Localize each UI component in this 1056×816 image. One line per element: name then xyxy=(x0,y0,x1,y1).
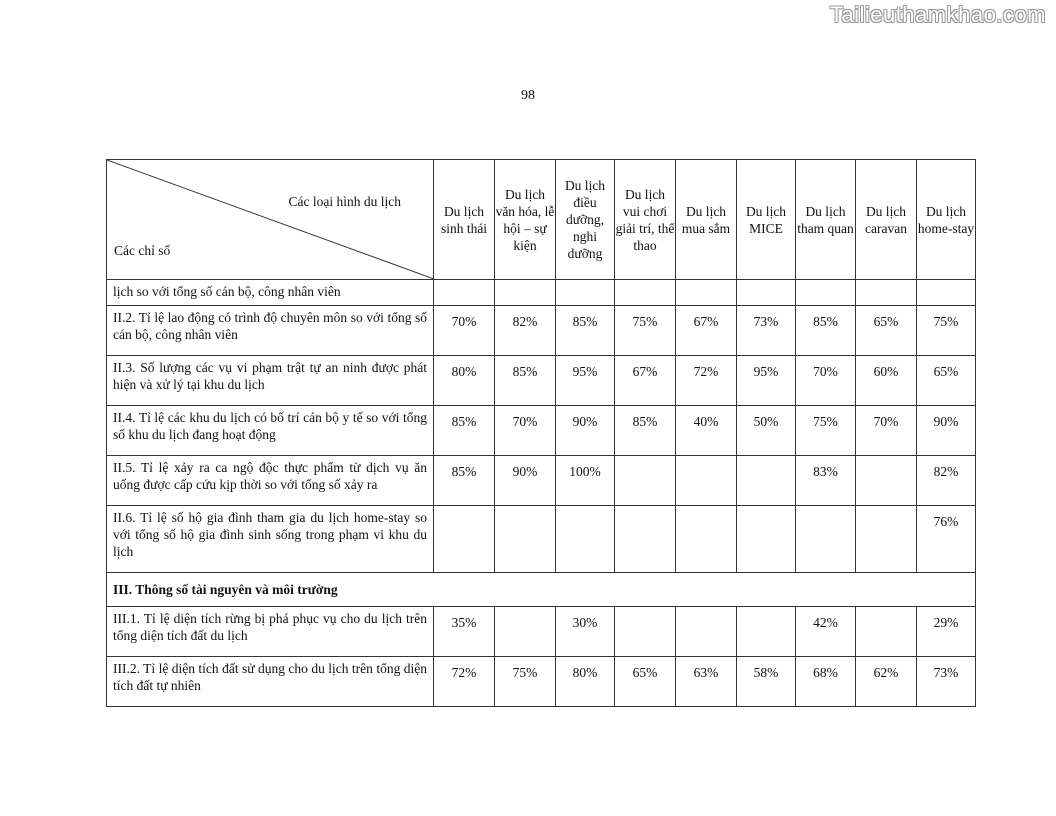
value-cell xyxy=(495,506,556,573)
indicator-label: II.2. Tỉ lệ lao động có trình độ chuyên môn so với tổng số cán bộ, công nhân viên xyxy=(107,306,434,356)
value-cell: 75% xyxy=(495,657,556,707)
value-cell: 90% xyxy=(917,406,976,456)
value-cell: 75% xyxy=(796,406,856,456)
value-cell: 76% xyxy=(917,506,976,573)
value-cell: 68% xyxy=(796,657,856,707)
value-cell: 50% xyxy=(737,406,796,456)
value-cell: 65% xyxy=(917,356,976,406)
value-cell: 30% xyxy=(556,607,615,657)
indicator-label: II.3. Số lượng các vụ vi phạm trật tự an ninh được phát hiện và xử lý tại khu du lịch xyxy=(107,356,434,406)
value-cell: 82% xyxy=(495,306,556,356)
value-cell xyxy=(615,506,676,573)
column-header: Du lịch home-stay xyxy=(917,160,976,280)
value-cell: 72% xyxy=(434,657,495,707)
value-cell: 85% xyxy=(615,406,676,456)
value-cell xyxy=(615,280,676,306)
column-header: Du lịch điều dưỡng, nghi dưỡng xyxy=(556,160,615,280)
value-cell xyxy=(615,456,676,506)
table-row xyxy=(107,607,976,657)
value-cell: 90% xyxy=(556,406,615,456)
value-cell xyxy=(495,280,556,306)
value-cell: 90% xyxy=(495,456,556,506)
column-header: Du lịch văn hóa, lễ hội – sự kiện xyxy=(495,160,556,280)
value-cell xyxy=(495,607,556,657)
header-row xyxy=(107,160,976,280)
value-cell xyxy=(737,456,796,506)
value-cell: 35% xyxy=(434,607,495,657)
value-cell: 73% xyxy=(737,306,796,356)
table-row xyxy=(107,280,976,306)
value-cell xyxy=(737,280,796,306)
section-row xyxy=(107,573,976,607)
value-cell: 75% xyxy=(917,306,976,356)
value-cell xyxy=(796,506,856,573)
value-cell: 72% xyxy=(676,356,737,406)
value-cell xyxy=(676,506,737,573)
value-cell xyxy=(856,607,917,657)
value-cell xyxy=(676,280,737,306)
value-cell: 63% xyxy=(676,657,737,707)
column-header: Du lịch sinh thái xyxy=(434,160,495,280)
column-header: Du lịch vui chơi giải trí, thể thao xyxy=(615,160,676,280)
value-cell: 82% xyxy=(917,456,976,506)
value-cell: 70% xyxy=(434,306,495,356)
value-cell: 95% xyxy=(737,356,796,406)
value-cell: 70% xyxy=(796,356,856,406)
table-body xyxy=(107,280,976,707)
section-heading: III. Thông số tài nguyên và môi trường xyxy=(107,573,976,607)
table-row xyxy=(107,657,976,707)
table-row xyxy=(107,456,976,506)
value-cell: 85% xyxy=(556,306,615,356)
page-number: 98 xyxy=(521,88,535,103)
indicator-table xyxy=(106,159,976,707)
value-cell: 95% xyxy=(556,356,615,406)
value-cell: 62% xyxy=(856,657,917,707)
value-cell xyxy=(676,456,737,506)
value-cell: 67% xyxy=(615,356,676,406)
value-cell: 67% xyxy=(676,306,737,356)
value-cell: 100% xyxy=(556,456,615,506)
value-cell: 75% xyxy=(615,306,676,356)
value-cell: 85% xyxy=(434,406,495,456)
value-cell: 80% xyxy=(556,657,615,707)
value-cell xyxy=(615,607,676,657)
indicator-label: II.6. Tỉ lệ số hộ gia đình tham gia du lịch home-stay so với tổng số hộ gia đình sinh sống trong phạm vi khu du lịch xyxy=(107,506,434,573)
value-cell: 83% xyxy=(796,456,856,506)
column-header: Du lịch caravan xyxy=(856,160,917,280)
value-cell xyxy=(737,607,796,657)
value-cell xyxy=(434,280,495,306)
value-cell: 70% xyxy=(856,406,917,456)
table-row xyxy=(107,406,976,456)
value-cell xyxy=(434,506,495,573)
watermark: Tailieuthamkhao.com xyxy=(829,2,1046,27)
value-cell: 73% xyxy=(917,657,976,707)
column-header: Du lịch tham quan xyxy=(796,160,856,280)
value-cell xyxy=(737,506,796,573)
value-cell xyxy=(917,280,976,306)
value-cell xyxy=(676,607,737,657)
indicator-label: II.5. Tỉ lệ xảy ra ca ngộ độc thực phẩm từ dịch vụ ăn uống được cấp cứu kịp thời so với tổng số xảy ra xyxy=(107,456,434,506)
indicator-label: III.1. Tỉ lệ diện tích rừng bị phá phục vụ cho du lịch trên tổng diện tích đất du lịch xyxy=(107,607,434,657)
value-cell: 29% xyxy=(917,607,976,657)
corner-top-label: Các loại hình du lịch xyxy=(288,194,401,209)
indicator-label: lịch so với tổng số cán bộ, công nhân viên xyxy=(107,280,434,306)
corner-bottom-label: Các chỉ số xyxy=(114,243,171,258)
value-cell xyxy=(556,280,615,306)
corner-cell xyxy=(107,160,434,280)
value-cell xyxy=(856,280,917,306)
table-row xyxy=(107,306,976,356)
table-row xyxy=(107,506,976,573)
value-cell xyxy=(556,506,615,573)
value-cell: 70% xyxy=(495,406,556,456)
column-header: Du lịch mua sắm xyxy=(676,160,737,280)
value-cell: 58% xyxy=(737,657,796,707)
diagonal-line xyxy=(107,160,434,279)
value-cell xyxy=(856,456,917,506)
indicator-label: II.4. Tỉ lệ các khu du lịch có bố trí cán bộ y tế so với tổng số khu du lịch đang hoạt động xyxy=(107,406,434,456)
value-cell: 85% xyxy=(796,306,856,356)
value-cell: 40% xyxy=(676,406,737,456)
table-row xyxy=(107,356,976,406)
value-cell: 65% xyxy=(615,657,676,707)
value-cell xyxy=(856,506,917,573)
value-cell: 85% xyxy=(495,356,556,406)
value-cell: 65% xyxy=(856,306,917,356)
indicator-label: III.2. Tỉ lệ diện tích đất sử dụng cho du lịch trên tổng diện tích đất tự nhiên xyxy=(107,657,434,707)
value-cell: 85% xyxy=(434,456,495,506)
value-cell xyxy=(796,280,856,306)
column-header: Du lịch MICE xyxy=(737,160,796,280)
value-cell: 60% xyxy=(856,356,917,406)
value-cell: 80% xyxy=(434,356,495,406)
value-cell: 42% xyxy=(796,607,856,657)
